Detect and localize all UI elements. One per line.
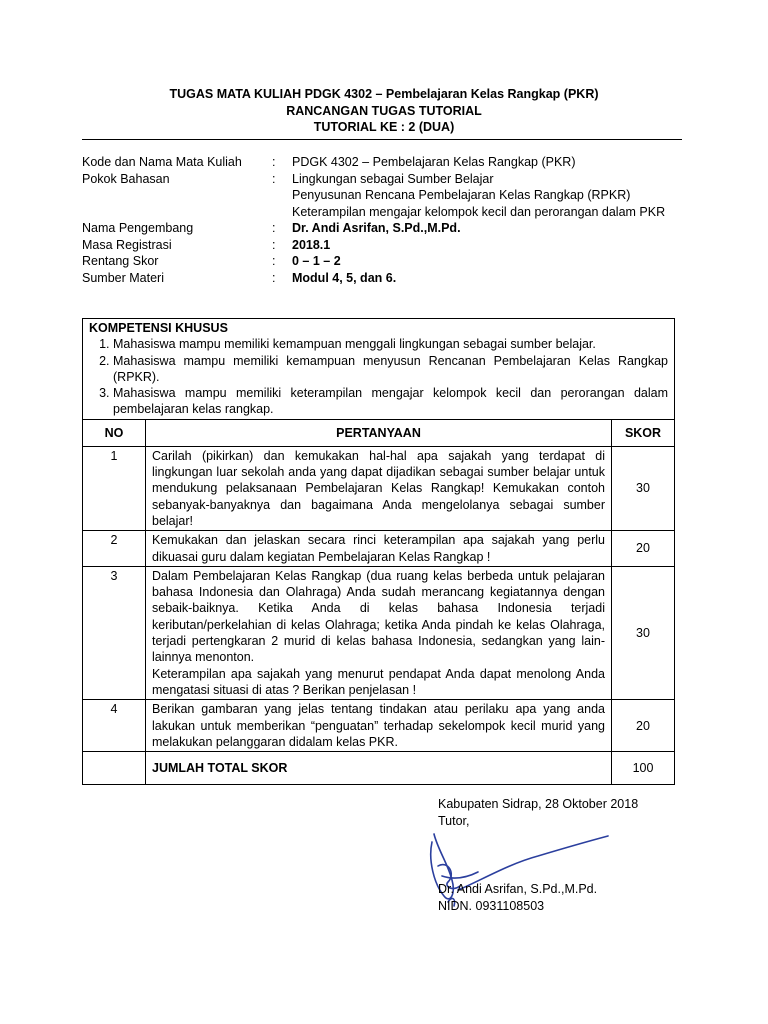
total-row bbox=[83, 752, 675, 785]
assignment-table bbox=[82, 318, 675, 785]
competency-row bbox=[83, 319, 675, 420]
column-header-no: NO bbox=[83, 419, 146, 446]
colon: : bbox=[272, 171, 276, 186]
score-range-row bbox=[82, 253, 702, 270]
table-row bbox=[83, 566, 675, 699]
colon: : bbox=[272, 221, 276, 235]
signature-block bbox=[438, 796, 638, 915]
table-row bbox=[83, 446, 675, 530]
header-course-title: TUGAS MATA KULIAH PDGK 4302 – Pembelajaran Kelas Rangkap (PKR) bbox=[169, 87, 599, 101]
developer-row bbox=[82, 220, 702, 237]
header-tutorial-number: TUTORIAL KE : 2 (DUA) bbox=[313, 120, 455, 134]
source-row bbox=[82, 270, 702, 287]
colon: : bbox=[272, 254, 276, 268]
topic-label: Pokok Bahasan bbox=[82, 171, 170, 186]
score-range-label: Rentang Skor bbox=[82, 254, 159, 268]
registration-value: 2018.1 bbox=[292, 237, 331, 252]
competency-list bbox=[89, 336, 668, 417]
question-text: Carilah (pikirkan) dan kemukakan hal-hal apa sajakah yang terdapat di lingkungan luar sekolah anda yang dapat dijadikan sebagai sumber belajar untuk mendukung pelaksanaan Pembelajaran Kelas Rangkap! Kemukakan contoh sebanyak-banyaknya dan bagaimana Anda mengelolanya sebagai sumber belajar! bbox=[146, 446, 612, 530]
total-label: JUMLAH TOTAL SKOR bbox=[146, 752, 612, 785]
colon: : bbox=[272, 270, 276, 285]
question-score: 20 bbox=[612, 531, 675, 567]
table-row bbox=[83, 531, 675, 567]
question-cell bbox=[146, 566, 612, 699]
developer-label: Nama Pengembang bbox=[82, 221, 194, 235]
question-text: Kemukakan dan jelaskan secara rinci keterampilan apa sajakah yang perlu dikuasai guru dalam kegiatan Pembelajaran Kelas Rangkap ! bbox=[146, 531, 612, 567]
column-header-score: SKOR bbox=[612, 419, 675, 446]
question-number: 1 bbox=[83, 446, 146, 530]
question-text: Berikan gambaran yang jelas tentang tindakan atau perilaku apa yang anda lakukan untuk memberikan “penguatan” terhadap sekelompok kecil murid yang melakukan pelanggaran didalam kelas PKR. bbox=[146, 700, 612, 752]
question-number: 3 bbox=[83, 566, 146, 699]
document-header bbox=[0, 86, 768, 136]
question-text: Dalam Pembelajaran Kelas Rangkap (dua ruang kelas berbeda untuk pelajaran bahasa Indonesia dan Olahraga) Anda sudah merancang kegiatannya dengan sebaik-baiknya. Ketika Anda di kelas bahasa Indonesia terjadi keributan/perkelahian di kelas Olahraga; ketika Anda pindah ke kelas Olahraga, terjadi pertengkaran 2 murid di kelas bahasa Indonesia, sedangkan yang lain-lainnya menonton. bbox=[152, 568, 605, 665]
score-range-value: 0 – 1 – 2 bbox=[292, 254, 341, 268]
colon: : bbox=[272, 237, 276, 252]
registration-label: Masa Registrasi bbox=[82, 237, 172, 252]
competency-item: 3. Mahasiswa mampu memiliki keterampilan mengajar kelompok kecil dan perorangan dalam pembelajaran kelas rangkap. bbox=[113, 385, 668, 418]
topic-values bbox=[292, 171, 702, 221]
place-date: Kabupaten Sidrap, 28 Oktober 2018 bbox=[438, 797, 639, 811]
table-header-row bbox=[83, 419, 675, 446]
course-info bbox=[82, 154, 702, 286]
header-divider bbox=[82, 139, 682, 140]
column-header-question: PERTANYAAN bbox=[146, 419, 612, 446]
question-score: 30 bbox=[612, 566, 675, 699]
question-followup: Keterampilan apa sajakah yang menurut pendapat Anda dapat menolong Anda mengatasi situasi di atas ? Berikan penjelasan ! bbox=[152, 666, 605, 697]
question-score: 30 bbox=[612, 446, 675, 530]
course-code-label: Kode dan Nama Mata Kuliah bbox=[82, 155, 242, 169]
total-blank bbox=[83, 752, 146, 785]
table-row bbox=[83, 700, 675, 752]
source-label: Sumber Materi bbox=[82, 270, 164, 285]
signer-nidn: NIDN. 0931108503 bbox=[438, 899, 545, 913]
topic-row bbox=[82, 171, 702, 221]
question-score: 20 bbox=[612, 700, 675, 752]
competency-item: 1. Mahasiswa mampu memiliki kemampuan menggali lingkungan sebagai sumber belajar. bbox=[113, 336, 668, 352]
course-code-row bbox=[82, 154, 702, 171]
topic-item: Penyusunan Rencana Pembelajaran Kelas Rangkap (RPKR) bbox=[292, 188, 631, 202]
topic-item: Lingkungan sebagai Sumber Belajar bbox=[292, 171, 494, 186]
question-number: 4 bbox=[83, 700, 146, 752]
developer-value: Dr. Andi Asrifan, S.Pd.,M.Pd. bbox=[292, 221, 461, 235]
competency-cell bbox=[83, 319, 675, 420]
course-code-value: PDGK 4302 – Pembelajaran Kelas Rangkap (PKR) bbox=[292, 155, 576, 169]
signer-name: Dr. Andi Asrifan, S.Pd.,M.Pd. bbox=[438, 882, 598, 896]
question-number: 2 bbox=[83, 531, 146, 567]
source-value: Modul 4, 5, dan 6. bbox=[292, 270, 397, 285]
competency-item: 2. Mahasiswa mampu memiliki kemampuan menyusun Rencanan Pembelajaran Kelas Rangkap (RPKR). bbox=[113, 353, 668, 386]
total-value: 100 bbox=[612, 752, 675, 785]
header-assignment-title: RANCANGAN TUGAS TUTORIAL bbox=[286, 103, 482, 118]
competency-title: KOMPETENSI KHUSUS bbox=[89, 321, 228, 335]
topic-item: Keterampilan mengajar kelompok kecil dan perorangan dalam PKR bbox=[292, 204, 666, 219]
registration-row bbox=[82, 237, 702, 254]
signer-role: Tutor, bbox=[438, 814, 470, 828]
colon: : bbox=[272, 155, 276, 169]
